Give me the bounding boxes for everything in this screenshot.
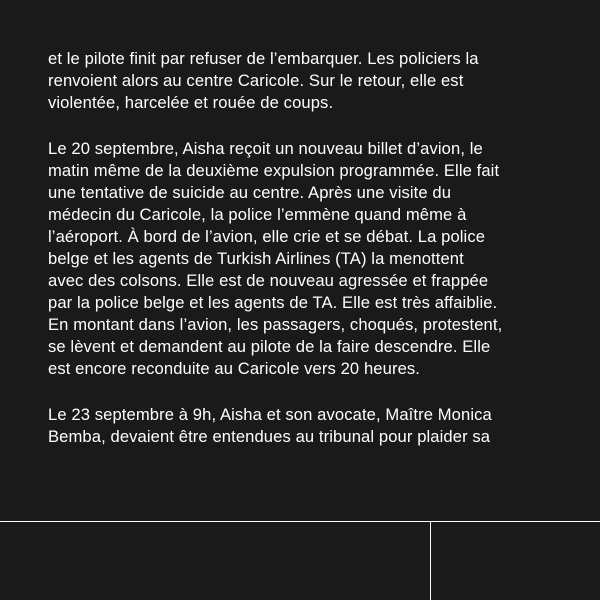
- paragraph-1: [48, 48, 568, 114]
- text-line: avec des colsons. Elle est de nouveau agressée et frappée: [48, 271, 489, 290]
- text-line: et le pilote finit par refuser de l’embarquer. Les policiers la: [48, 49, 479, 68]
- text-line: belge et les agents de Turkish Airlines (TA) la menottent: [48, 249, 464, 268]
- text-line: médecin du Caricole, la police l’emmène quand même à: [48, 205, 467, 224]
- text-line: En montant dans l’avion, les passagers, choqués, protestent,: [48, 315, 503, 334]
- text-line: est encore reconduite au Caricole vers 20 heures.: [48, 359, 421, 378]
- text-line: une tentative de suicide au centre. Après une visite du: [48, 183, 452, 202]
- text-line: Le 23 septembre à 9h, Aisha et son avocate, Maître Monica: [48, 405, 492, 424]
- text-line: matin même de la deuxième expulsion programmée. Elle fait: [48, 161, 500, 180]
- footer-vertical-divider: [430, 521, 431, 600]
- paragraph-2: [48, 138, 568, 380]
- paragraph-3: [48, 404, 568, 448]
- article-body: [48, 48, 568, 472]
- text-line: renvoient alors au centre Caricole. Sur le retour, elle est: [48, 71, 464, 90]
- footer-horizontal-rule: [0, 521, 600, 522]
- text-line: Bemba, devaient être entendues au tribunal pour plaider sa: [48, 427, 491, 446]
- text-line: violentée, harcelée et rouée de coups.: [48, 93, 334, 112]
- text-line: par la police belge et les agents de TA. Elle est très affaiblie.: [48, 293, 498, 312]
- text-line: se lèvent et demandent au pilote de la faire descendre. Elle: [48, 337, 491, 356]
- text-line: Le 20 septembre, Aisha reçoit un nouveau billet d’avion, le: [48, 139, 483, 158]
- text-line: l’aéroport. À bord de l’avion, elle crie et se débat. La police: [48, 227, 486, 246]
